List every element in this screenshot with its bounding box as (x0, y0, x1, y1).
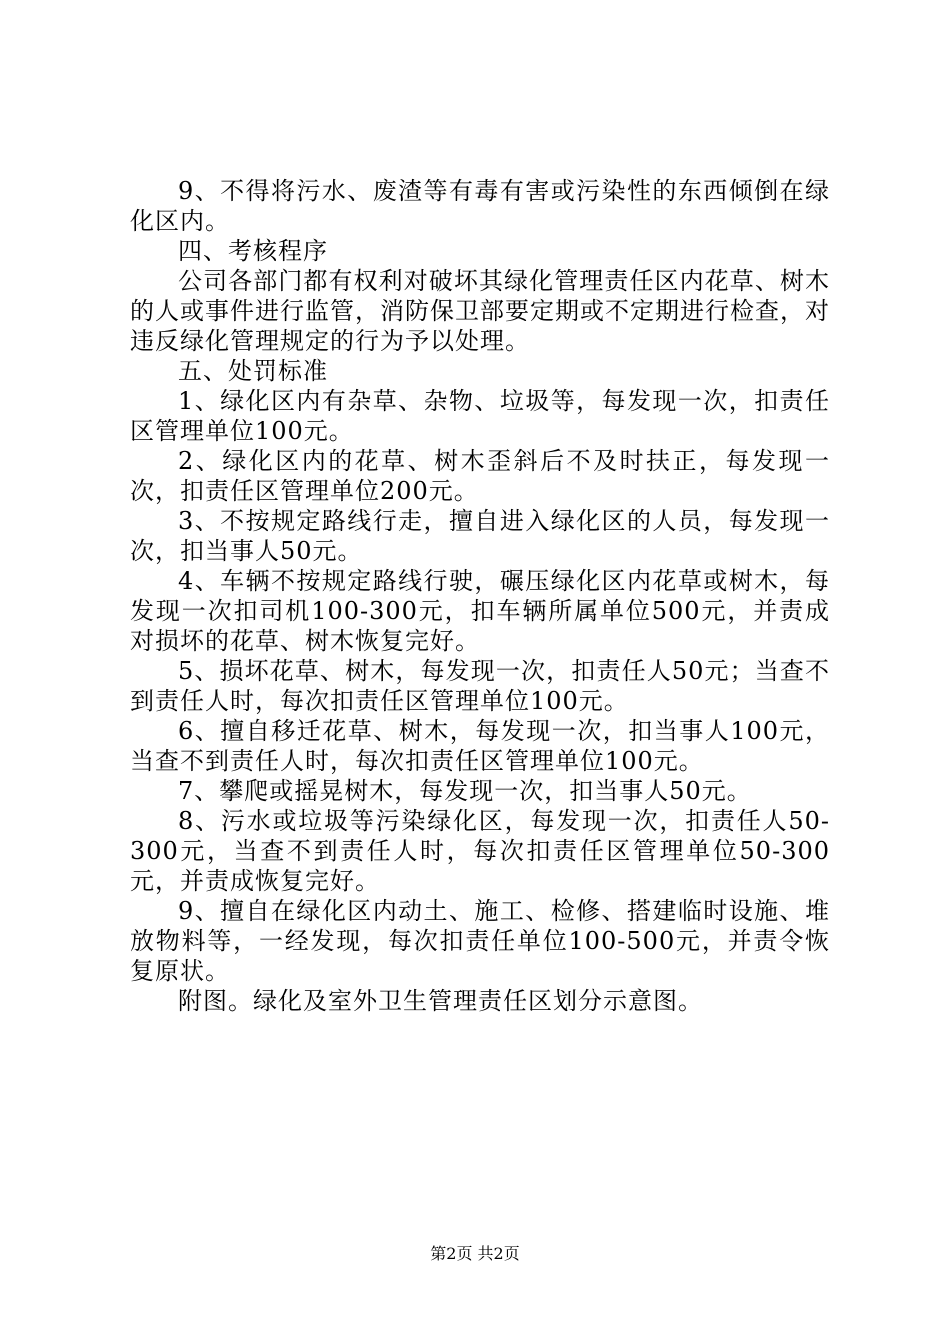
penalty-item-6: 6、擅自移迁花草、树木，每发现一次，扣当事人100元，当查不到责任人时，每次扣责任区管理单位100元。 (130, 717, 830, 775)
page-number-footer: 第2页 共2页 (430, 1244, 520, 1263)
penalty-item-7: 7、攀爬或摇晃树木，每发现一次，扣当事人50元。 (178, 777, 752, 805)
section-heading-penalties: 五、处罚标准 (178, 357, 328, 385)
section-heading-assessment: 四、考核程序 (178, 237, 328, 265)
document-body (130, 176, 830, 1016)
penalty-item-4: 4、车辆不按规定路线行驶，碾压绿化区内花草或树木，每发现一次扣司机100-300元，扣车辆所属单位500元，并责成对损坏的花草、树木恢复完好。 (130, 567, 830, 655)
paragraph-rule-9-dumping: 9、不得将污水、废渣等有毒有害或污染性的东西倾倒在绿化区内。 (130, 177, 830, 235)
penalty-item-9: 9、擅自在绿化区内动土、施工、检修、搭建临时设施、堆放物料等，一经发现，每次扣责任单位100-500元，并责令恢复原状。 (130, 897, 830, 985)
penalty-item-8: 8、污水或垃圾等污染绿化区，每发现一次，扣责任人50-300元，当查不到责任人时，每次扣责任区管理单位50-300元，并责成恢复完好。 (130, 807, 830, 895)
penalty-item-1: 1、绿化区内有杂草、杂物、垃圾等，每发现一次，扣责任区管理单位100元。 (130, 387, 830, 445)
penalty-item-5: 5、损坏花草、树木，每发现一次，扣责任人50元；当查不到责任人时，每次扣责任区管理单位100元。 (130, 657, 830, 715)
penalty-item-2: 2、绿化区内的花草、树木歪斜后不及时扶正，每发现一次，扣责任区管理单位200元。 (130, 447, 830, 505)
penalty-item-3: 3、不按规定路线行走，擅自进入绿化区的人员，每发现一次，扣当事人50元。 (130, 507, 830, 565)
paragraph-assessment-procedure: 公司各部门都有权利对破坏其绿化管理责任区内花草、树木的人或事件进行监管，消防保卫部要定期或不定期进行检查，对违反绿化管理规定的行为予以处理。 (130, 267, 830, 355)
appendix-note: 附图。绿化及室外卫生管理责任区划分示意图。 (178, 987, 703, 1015)
